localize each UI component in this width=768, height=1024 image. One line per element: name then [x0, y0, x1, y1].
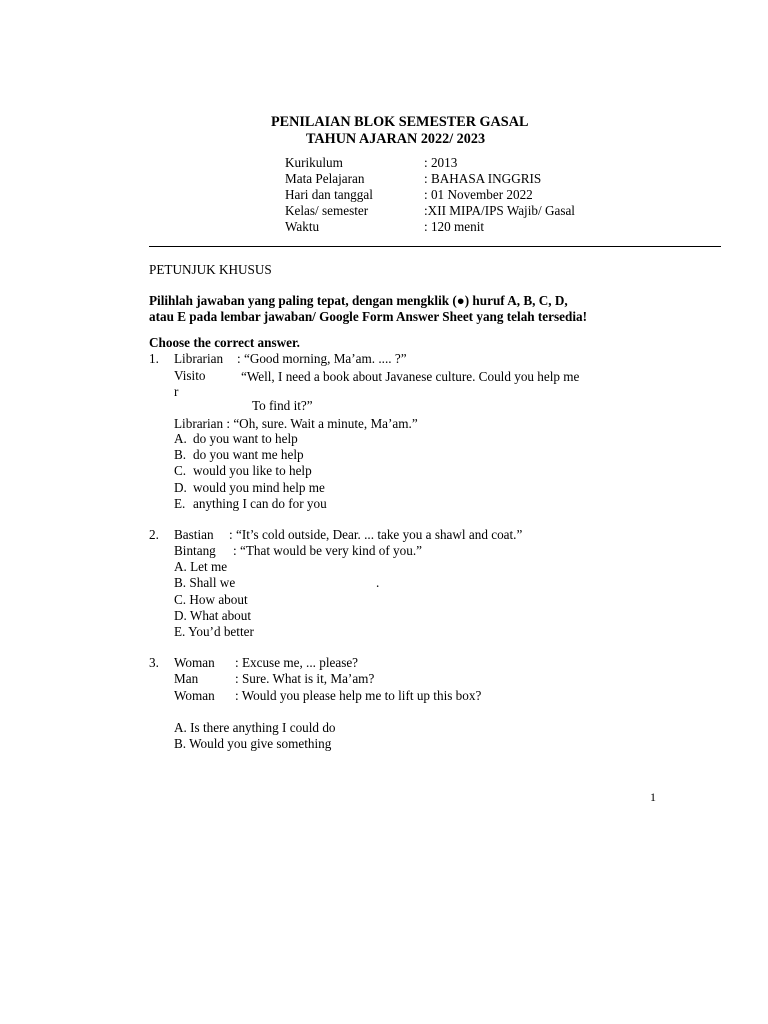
instructions-line: atau E pada lembar jawaban/ Google Form Answer Sheet yang telah tersedia! [149, 309, 587, 324]
option-text: would you mind help me [193, 480, 325, 495]
instructions-line: Pilihlah jawaban yang paling tepat, dengan mengklik (●) huruf A, B, C, D, [149, 293, 568, 308]
dialogue-text: : Sure. What is it, Ma’am? [235, 671, 375, 686]
option-text: anything I can do for you [193, 496, 327, 511]
dialogue-speaker-wrap: r [174, 384, 179, 399]
info-label: Waktu [285, 219, 320, 234]
exam-title: PENILAIAN BLOK SEMESTER GASAL [271, 114, 529, 130]
info-label: Hari dan tanggal [285, 187, 373, 202]
dialogue-text: : “It’s cold outside, Dear. ... take you a shawl and coat.” [229, 527, 523, 542]
dialogue-speaker: Visito [174, 368, 206, 383]
answer-option[interactable]: A. Is there anything I could do [174, 720, 336, 735]
choose-answer-label: Choose the correct answer. [149, 335, 300, 350]
dialogue-speaker: Librarian [174, 351, 224, 366]
header-divider [149, 246, 721, 247]
info-value: : 01 November 2022 [424, 187, 533, 202]
dialogue-line: Librarian : “Oh, sure. Wait a minute, Ma’am.” [174, 416, 418, 431]
stray-dot: . [376, 575, 380, 590]
dialogue-text: : “Good morning, Ma’am. .... ?” [237, 351, 407, 366]
dialogue-text: : “That would be very kind of you.” [233, 543, 422, 558]
answer-option[interactable]: B. Would you give something [174, 736, 332, 751]
answer-option[interactable]: B. Shall we [174, 575, 236, 590]
dialogue-text: : Would you please help me to lift up this box? [235, 688, 482, 703]
instructions-heading: PETUNJUK KHUSUS [149, 262, 272, 277]
dialogue-speaker: Bintang [174, 543, 216, 558]
option-letter: D. [174, 480, 187, 495]
dialogue-speaker: Woman [174, 688, 215, 703]
dialogue-speaker: Bastian [174, 527, 214, 542]
dialogue-speaker: Man [174, 671, 199, 686]
info-label: Mata Pelajaran [285, 171, 365, 186]
answer-option[interactable]: D. What about [174, 608, 252, 623]
option-letter: E. [174, 496, 186, 511]
dialogue-text: : Excuse me, ... please? [235, 655, 359, 670]
academic-year: TAHUN AJARAN 2022/ 2023 [306, 131, 486, 147]
answer-option[interactable]: E. You’d better [174, 624, 254, 639]
dialogue-text: “Well, I need a book about Javanese culture. Could you help me [241, 369, 580, 384]
question-number: 1. [149, 351, 159, 366]
question-number: 3. [149, 655, 159, 670]
option-text: do you want me help [193, 447, 304, 462]
info-label: Kurikulum [285, 155, 343, 170]
option-letter: A. [174, 431, 187, 446]
answer-option[interactable]: A. Let me [174, 559, 228, 574]
page-number: 1 [650, 790, 656, 804]
info-value: : BAHASA INGGRIS [424, 171, 542, 186]
answer-option[interactable]: C. How about [174, 592, 248, 607]
question-number: 2. [149, 527, 159, 542]
option-text: do you want to help [193, 431, 298, 446]
info-value: : 2013 [424, 155, 458, 170]
info-value: :XII MIPA/IPS Wajib/ Gasal [424, 203, 575, 218]
option-letter: B. [174, 447, 187, 462]
option-text: would you like to help [193, 463, 312, 478]
option-letter: C. [174, 463, 187, 478]
dialogue-speaker: Woman [174, 655, 215, 670]
dialogue-text: To find it?” [252, 398, 313, 413]
info-value: : 120 menit [424, 219, 485, 234]
info-label: Kelas/ semester [285, 203, 369, 218]
